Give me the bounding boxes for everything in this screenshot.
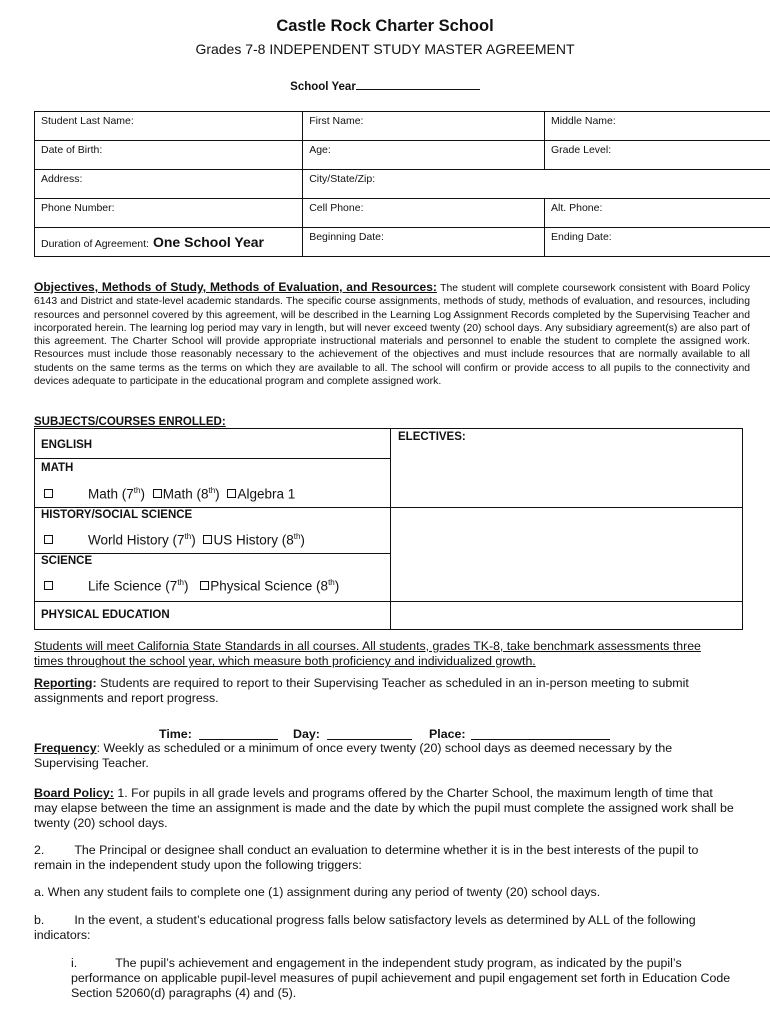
- math-label: MATH: [41, 462, 74, 474]
- table-row: [35, 228, 770, 257]
- objectives-text: The student will complete coursework consistent with Board Policy 6143 and District and state-level academic standards. The specific course assignments, methods of study, methods of evaluation, and resources, including resources and personnel covered by this agreement, will be described in the Learning Log Assignment Records completed by the Supervising Teacher and incorporated herein. The learning log period may vary in length, but will never exceed twenty (20) school days. Any subsidiary agreement(s) are also part of this agreement. The Charter School will provide appropriate instructional materials and personnel to enable the student to complete the assigned work. Resources must include those reasonably necessary to the achievement of the objectives and must include resources that are normally available to all students on the same terms as the terms on which they are available to all. The school will confirm or provide access to all pupils to the connectivity and devices adequate to participate in the educational program and complete assigned work.: [34, 283, 750, 388]
- item-b-paragraph: [34, 913, 724, 943]
- table-row: [35, 199, 770, 228]
- reporting-label: Reporting: [34, 676, 93, 690]
- algebra-1-checkbox[interactable]: [227, 489, 236, 498]
- life-science-label: Life Science (7: [88, 578, 178, 594]
- grade-level-cell[interactable]: Grade Level:: [545, 141, 770, 170]
- row-divider: [34, 601, 743, 602]
- objectives-heading: Objectives, Methods of Study, Methods of Evaluation, and Resources:: [34, 280, 437, 294]
- table-row: [35, 170, 770, 199]
- place-label: Place:: [429, 727, 466, 741]
- row-divider: [34, 458, 390, 459]
- math-8-label: Math (8: [162, 486, 209, 502]
- math-7-checkbox[interactable]: [44, 489, 53, 498]
- row-divider: [34, 553, 390, 554]
- table-row: [35, 112, 770, 141]
- physical-science-label: Physical Science (8: [210, 578, 329, 594]
- science-options: Life Science (7th) Physical Science (8th): [44, 578, 339, 594]
- reporting-paragraph: Reporting: Students are required to report to their Supervising Teacher as scheduled in an in-person meeting to submit assignments and report progress.: [34, 676, 689, 706]
- reporting-text: Students are required to report to their Supervising Teacher as scheduled in an in-person meeting to submit assignments and report progress.: [34, 676, 689, 706]
- school-year-field: [0, 77, 770, 93]
- ending-date-cell[interactable]: Ending Date:: [545, 228, 770, 257]
- frequency-paragraph: [34, 741, 724, 771]
- city-state-zip-cell[interactable]: City/State/Zip:: [303, 170, 770, 199]
- address-cell[interactable]: Address:: [35, 170, 303, 199]
- life-science-checkbox[interactable]: [44, 581, 53, 590]
- frequency-text: : Weekly as scheduled or a minimum of once every twenty (20) school days as deemed necessary by the Supervising Teacher.: [34, 741, 673, 771]
- objectives-paragraph: [34, 281, 750, 388]
- row-divider: [34, 507, 743, 508]
- item-i-number: i.: [71, 956, 78, 970]
- math-8-checkbox[interactable]: [153, 489, 162, 498]
- history-label: HISTORY/SOCIAL SCIENCE: [41, 509, 193, 521]
- history-options: World History (7th) US History (8th): [44, 532, 305, 548]
- frequency-label: Frequency: [34, 741, 97, 755]
- standards-text: Students will meet California State Standards in all courses. All students, grades TK-8, take benchmark assessments three times throughout the school year, which measure both proficiency and individualized growth.: [34, 639, 701, 669]
- middle-name-cell[interactable]: Middle Name:: [545, 112, 770, 141]
- world-history-label: World History (7: [88, 532, 185, 548]
- time-blank[interactable]: [199, 727, 278, 740]
- phone-number-cell[interactable]: Phone Number:: [35, 199, 303, 228]
- pe-label: PHYSICAL EDUCATION: [41, 609, 170, 621]
- algebra-1-label: Algebra 1: [237, 486, 296, 502]
- item-b-text: In the event, a student’s educational progress falls below satisfactory levels as determined by ALL of the following indicators:: [34, 913, 696, 943]
- date-of-birth-cell[interactable]: Date of Birth:: [35, 141, 303, 170]
- time-label: Time:: [159, 727, 192, 741]
- item-2-paragraph: [34, 843, 734, 873]
- subjects-heading: SUBJECTS/COURSES ENROLLED:: [34, 416, 226, 428]
- world-history-checkbox[interactable]: [44, 535, 53, 544]
- alt-phone-cell[interactable]: Alt. Phone:: [545, 199, 770, 228]
- board-policy-label: Board Policy:: [34, 786, 114, 800]
- physical-science-checkbox[interactable]: [200, 581, 209, 590]
- table-row: [35, 141, 770, 170]
- agreement-subtitle: Grades 7-8 INDEPENDENT STUDY MASTER AGREEMENT: [195, 41, 575, 57]
- item-i-paragraph: [71, 956, 741, 1002]
- math-7-label: Math (7: [88, 486, 134, 502]
- place-blank[interactable]: [471, 727, 610, 740]
- math-options: Math (7th) Math (8th) Algebra 1: [44, 486, 295, 502]
- duration-value: One School Year: [152, 234, 264, 250]
- item-i-text: The pupil’s achievement and engagement in the independent study program, as indicated by the pupil’s performance on applicable pupil-level measures of pupil achievement and pupil engagement set forth in Education Code Section 52060(d) paragraphs (4) and (5).: [71, 956, 731, 1001]
- student-info-table: [34, 111, 770, 257]
- item-2-number: 2.: [34, 843, 45, 857]
- first-name-cell[interactable]: First Name:: [303, 112, 545, 141]
- school-title: Castle Rock Charter School: [276, 17, 494, 35]
- us-history-checkbox[interactable]: [203, 535, 212, 544]
- item-b-number: b.: [34, 913, 45, 927]
- day-label: Day:: [293, 727, 320, 741]
- board-policy-text: 1. For pupils in all grade levels and programs offered by the Charter School, the maximum length of time that may elapse between the time an assignment is made and the date by which the pupil must complete the assigned work shall be twenty (20) school days.: [34, 786, 734, 831]
- science-label: SCIENCE: [41, 555, 93, 567]
- us-history-label: US History (8: [213, 532, 294, 548]
- school-year-label: School Year: [290, 81, 356, 93]
- item-2-text: The Principal or designee shall conduct an evaluation to determine whether it is in the best interests of the pupil to remain in the independent study upon the following triggers:: [34, 843, 699, 873]
- age-cell[interactable]: Age:: [303, 141, 545, 170]
- student-last-name-cell[interactable]: Student Last Name:: [35, 112, 303, 141]
- duration-cell: [35, 228, 303, 257]
- english-label: ENGLISH: [41, 439, 93, 451]
- electives-label: ELECTIVES:: [398, 431, 466, 443]
- item-a-paragraph: a. When any student fails to complete one (1) assignment during any period of twenty (20) school days.: [34, 885, 601, 899]
- beginning-date-cell[interactable]: Beginning Date:: [303, 228, 545, 257]
- school-year-blank[interactable]: [356, 77, 480, 90]
- board-policy-paragraph: [34, 786, 734, 832]
- day-blank[interactable]: [327, 727, 412, 740]
- duration-label: Duration of Agreement:: [41, 238, 149, 250]
- subjects-column-divider: [390, 428, 391, 630]
- cell-phone-cell[interactable]: Cell Phone:: [303, 199, 545, 228]
